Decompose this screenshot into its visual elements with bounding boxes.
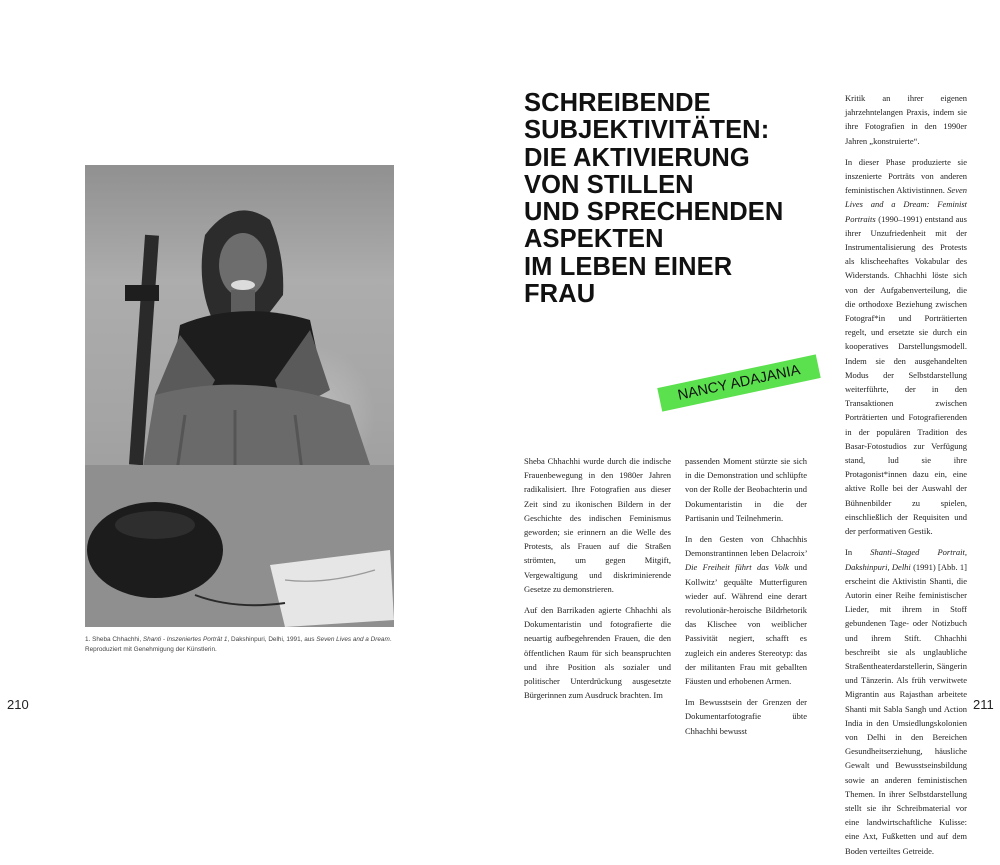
title-line: DIE AKTIVIERUNG <box>524 143 750 172</box>
photo-caption <box>85 635 405 655</box>
paragraph: Auf den Barrikaden agierte Chhachhi als Dokumentaristin und fotografierte die neuartig aufbegehrenden Frauen, die den öffentlichen Raum für sich beanspruchten und ihre Position als sozialer und politischer Unterdrückung ausgesetzte Bürgerinnen zum Ausdruck brachten. Im <box>524 605 671 701</box>
artwork-title: Die Freiheit führt das Volk <box>685 562 789 573</box>
caption-text: 1. Sheba Chhachhi, <box>85 636 143 643</box>
page-number-right: 211 <box>973 697 994 712</box>
caption-credit: Reproduziert mit Genehmigung der Künstlerin. <box>85 645 217 653</box>
caption-work-title: Shanti - Inszeniertes Porträt 1 <box>142 636 228 643</box>
title-line: SUBJEKTIVITÄTEN: <box>524 116 770 145</box>
paragraph <box>845 155 967 538</box>
artwork-title: Seven Lives and a Dream: Feminist Portraits <box>845 185 967 224</box>
caption-text: , Dakshinpuri, Delhi, 1991, aus <box>227 636 317 643</box>
title-line: UND SPRECHENDEN <box>524 198 784 227</box>
paragraph: Im Bewusstsein der Grenzen der Dokumentarfotografie übte Chhachhi bewusst <box>685 697 807 736</box>
page-number-left: 210 <box>7 697 29 712</box>
photo-illustration <box>85 165 394 627</box>
text-column-1 <box>524 454 671 709</box>
title-line: VON STILLEN <box>524 170 694 199</box>
artwork-title: Shanti–Staged Portrait, Dakshinpuri, Delhi <box>845 547 967 572</box>
title-line: IM LEBEN EINER <box>524 252 733 281</box>
caption-series-title: Seven Lives and a Dream <box>316 636 390 643</box>
title-line: FRAU <box>524 280 596 309</box>
caption-text: . <box>389 636 392 643</box>
paragraph: Kritik an ihrer eigenen jahrzehntelangen Praxis, indem sie ihre Fotografien in den 1990er Jahren „konstruierte“. <box>845 93 967 146</box>
paragraph <box>845 545 967 857</box>
paragraph-text: (1991) [Abb. 1] erscheint die Aktivistin Shanti, die Autorin einer Reihe feministischer Lieder, mit ihrem in Stoff gebundenen Tage- oder Notizbuch und ihrem Stift. Chhachhi beschreibt sie als unglaubliche Straßentheaterdarstellerin, Sängerin und Tänzerin. Als früh verwitwete Migrantin aus Rajasthan arbeitete Shanti mit Sabla Sangh und Action India in den Umsiedlungskolonien von Delhi in den Bereichen Gesundheitserziehung, häusliche Gewalt und Bewusstseinsbildung sowie an anderen feministischen Themen. In ihrer Selbstdarstellung stellt sie ihr Schreibmaterial vor eine landwirtschaftliche Kulisse: eine Axt, Fußketten und auf dem Boden verteiltes Getreide. <box>845 561 967 856</box>
photograph-shanti <box>85 165 394 627</box>
paragraph-text: und Kollwitz’ gequälte Mutterfiguren wieder auf. Während eine derart revolutionär-heroische Bildrhetorik das Klischee von weiblicher Passivität negiert, schafft es zugleich ein anderes Stereotyp: das der militanten Frau mit geballten Fäusten und erhobenen Armen. <box>685 562 808 687</box>
article-title <box>524 90 824 308</box>
paragraph-text: In dieser Phase produzierte sie inszenierte Porträts von anderen feministischen Aktivistinnen. <box>845 156 967 196</box>
paragraph-text: In <box>845 547 871 558</box>
paragraph <box>685 532 807 688</box>
paragraph-text: (1990–1991) entstand aus ihrer Unzufriedenheit mit der Instrumentalisierung des Protests als klischeehaftes Vokabular des Widerstands. Chhachhi löste sich von der Aufgabenverteilung, die die orthodoxe Beziehung zwischen Fotograf*in und Porträtierten regelt, und ersetzte sie durch ein kooperatives Darstellungsmodell. Indem sie den ausgehandelten Modus der Selbstdarstellung weiterführte, der in den Transaktionen zwischen Porträtierten und Fotografierenden in der populären Tradition des Basar-Fotostudios zur Verfügung stand, lud sie ihre Protagonist*innen dazu ein, eine aktive Rolle bei der Auswahl der Bühnenbilder zu spielen, einschließlich der Requisiten und der performativen Gestik. <box>845 213 967 537</box>
paragraph: Sheba Chhachhi wurde durch die indische Frauenbewegung in den 1980er Jahren radikalisiert. Ihre Fotografien aus dieser Zeit sind zu ikonischen Bildern in der Geschichte des indischen Feminismus geworden; sie erinnern an die Welle des Protests, als Frauen auf die Straßen strömten, um gegen Mitgift, Vergewaltigung und diskriminierende Gesetze zu demonstrieren. <box>524 456 671 594</box>
author-label: NANCY ADAJANIA <box>657 354 820 411</box>
paragraph-text: In den Gesten von Chhachhis Demonstrantinnen leben Delacroix’ <box>685 534 807 559</box>
title-line: SCHREIBENDE <box>524 89 711 117</box>
text-column-3 <box>845 91 967 865</box>
text-column-2 <box>685 454 807 745</box>
paragraph: passenden Moment stürzte sie sich in die Demonstration und schlüpfte von der Rolle der Beobachterin und Dokumentaristin in die der Partisanin und Teilnehmerin. <box>685 456 807 523</box>
title-line: ASPEKTEN <box>524 225 664 254</box>
